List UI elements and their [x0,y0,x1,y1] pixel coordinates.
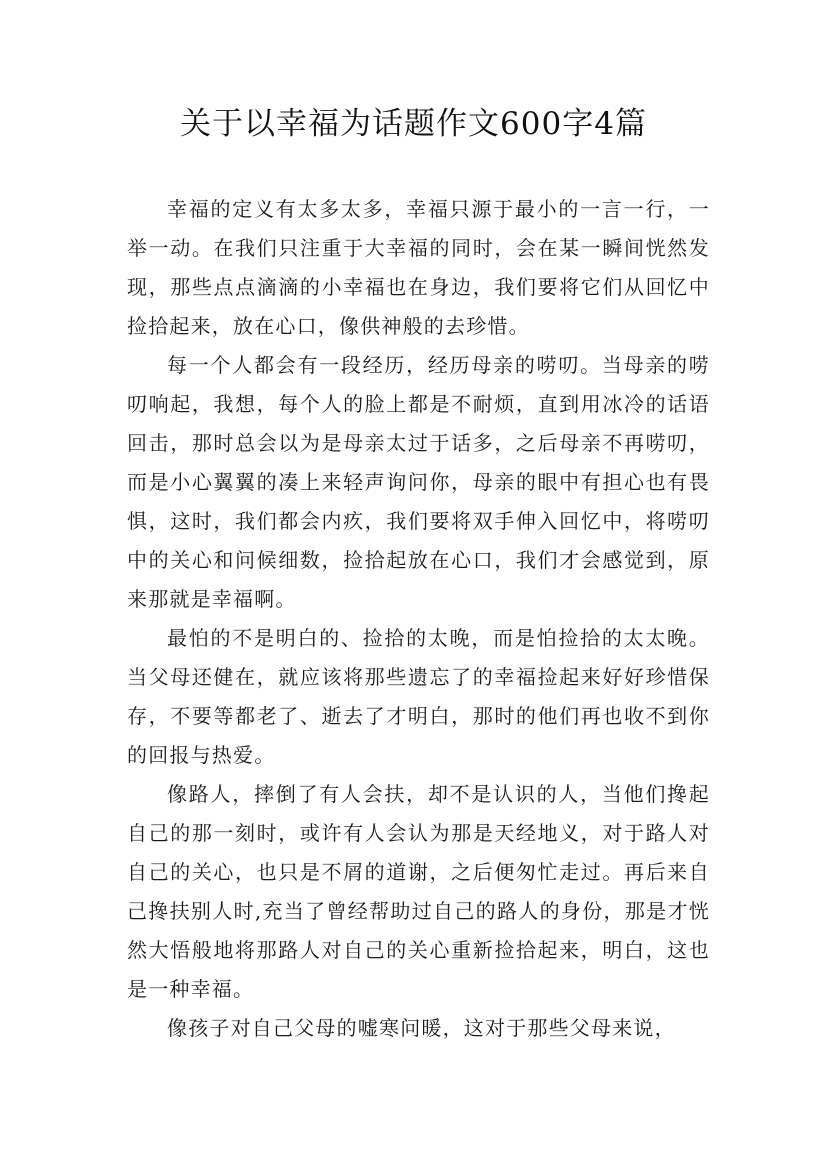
document-body [127,190,710,1048]
paragraph: 幸福的定义有太多太多，幸福只源于最小的一言一行，一举一动。在我们只注重于大幸福的同时，会在某一瞬间恍然发现，那些点点滴滴的小幸福也在身边，我们要将它们从回忆中捡拾起来，放在心口，像供神般的去珍惜。 [127,197,710,338]
paragraph: 像路人，摔倒了有人会扶，却不是认识的人，当他们搀起自己的那一刻时，或许有人会认为那是天经地义，对于路人对自己的关心，也只是不屑的道谢，之后便匆忙走过。再后来自己搀扶别人时,充当了曾经帮助过自己的路人的身份，那是才恍然大悟般地将那路人对自己的关心重新捡拾起来，明白，这也是一种幸福。 [127,782,710,1001]
document-title: 关于以幸福为话题作文600字4篇 [180,106,647,142]
paragraph: 每一个人都会有一段经历，经历母亲的唠叨。当母亲的唠叨响起，我想，每个人的脸上都是不耐烦，直到用冰冷的话语回击，那时总会以为是母亲太过于话多，之后母亲不再唠叨，而是小心翼翼的凑上来轻声询问你，母亲的眼中有担心也有畏惧，这时，我们都会内疚，我们要将双手伸入回忆中，将唠叨中的关心和问候细数，捡拾起放在心口，我们才会感觉到，原来那就是幸福啊。 [127,353,710,611]
paragraph: 像孩子对自己父母的嘘寒问暖，这对于那些父母来说， [167,1016,676,1040]
paragraph: 最怕的不是明白的、捡拾的太晚，而是怕捡拾的太太晚。当父母还健在，就应该将那些遗忘了的幸福捡起来好好珍惜保存，不要等都老了、逝去了才明白，那时的他们再也收不到你的回报与热爱。 [127,626,710,767]
